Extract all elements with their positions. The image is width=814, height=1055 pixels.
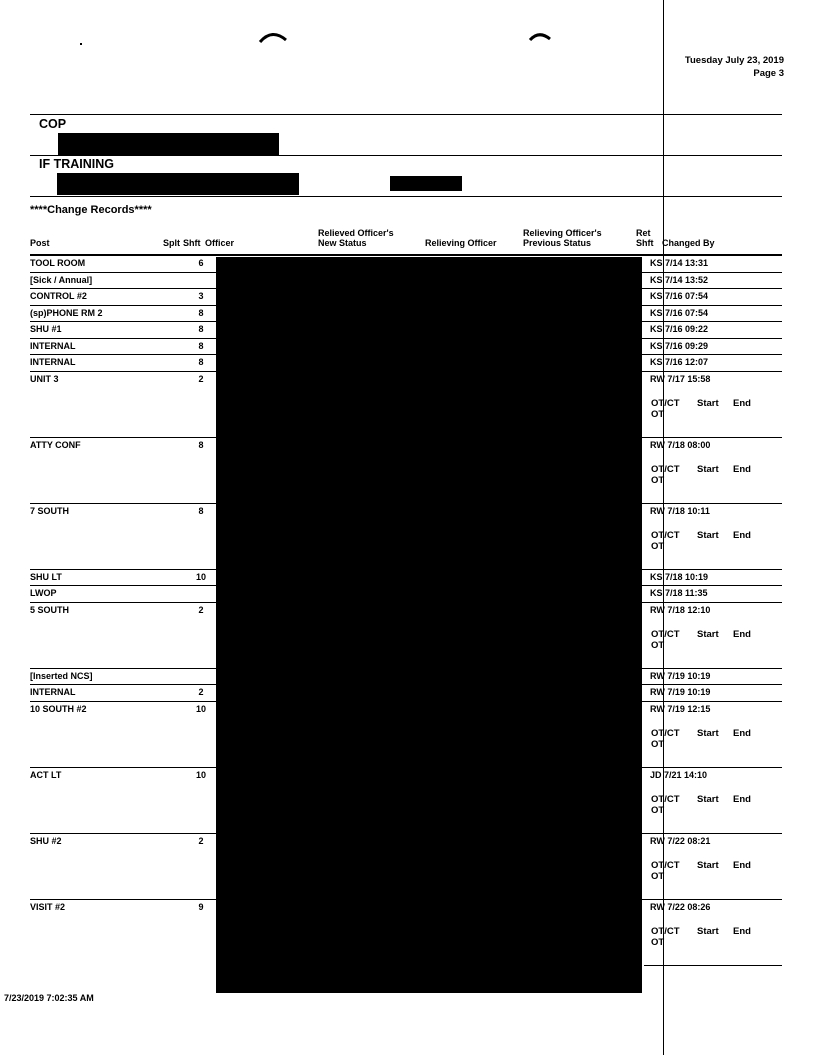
row-changed-by: RW 7/18 08:00 (650, 439, 711, 450)
row-post: ATTY CONF (30, 439, 81, 450)
scan-mark-left (258, 30, 288, 44)
row-shft: 6 (198, 258, 204, 268)
ot-start-label: Start (697, 727, 719, 739)
ot-label: OT (651, 804, 665, 816)
ot-ct-label: OT/CT (651, 628, 680, 640)
row-changed-by: KS 7/16 07:54 (650, 291, 709, 301)
page-number: Page 3 (753, 68, 784, 79)
row-changed-by: RW 7/22 08:21 (650, 835, 711, 846)
divider (30, 196, 782, 197)
col-ret-shft: Ret Shft (636, 228, 654, 248)
row-shft: 2 (198, 604, 204, 615)
row-changed-by: RW 7/22 08:26 (650, 901, 711, 912)
row-shft: 10 (196, 571, 207, 582)
scan-mark-right (528, 30, 552, 44)
ot-start-label: Start (697, 793, 719, 805)
row-post: UNIT 3 (30, 373, 59, 384)
printed-timestamp: 7/23/2019 7:02:35 AM (4, 993, 94, 1003)
divider (30, 155, 782, 156)
overtime-block (651, 794, 751, 816)
report-date: Tuesday July 23, 2019 (684, 55, 784, 66)
row-post: INTERNAL (30, 687, 76, 697)
report-header (685, 54, 784, 80)
section-if-training: IF TRAINING (39, 157, 114, 171)
row-shft: 8 (198, 307, 204, 318)
ot-label: OT (651, 738, 665, 750)
col-shft: Shft (183, 238, 201, 248)
section-cop: COP (39, 117, 67, 131)
row-changed-by: RW 7/19 10:19 (650, 670, 711, 681)
divider (30, 114, 782, 115)
ot-start-label: Start (697, 463, 719, 475)
row-changed-by: KS 7/16 09:29 (650, 340, 709, 351)
row-post: [Sick / Annual] (30, 274, 93, 285)
row-changed-by: KS 7/16 09:22 (650, 324, 709, 334)
row-shft: 8 (198, 324, 204, 334)
row-divider (644, 965, 782, 966)
row-post: TOOL ROOM (30, 258, 86, 268)
scan-dot (80, 43, 82, 45)
overtime-block (651, 926, 751, 948)
row-changed-by: JD 7/21 14:10 (650, 769, 708, 780)
overtime-block (651, 398, 751, 420)
row-shft: 8 (198, 340, 204, 351)
row-changed-by: KS 7/18 11:35 (650, 588, 708, 598)
ot-ct-label: OT/CT (651, 529, 680, 541)
ot-label: OT (651, 408, 665, 420)
ot-ct-label: OT/CT (651, 793, 680, 805)
ot-start-label: Start (697, 628, 719, 640)
row-post: INTERNAL (30, 340, 76, 351)
row-shft: 2 (198, 687, 204, 697)
row-changed-by: RW 7/18 12:10 (650, 604, 711, 615)
row-changed-by: KS 7/16 07:54 (650, 307, 709, 318)
ot-label: OT (651, 540, 665, 552)
ot-end-label: End (733, 727, 751, 739)
row-changed-by: KS 7/14 13:31 (650, 258, 709, 268)
redaction-block (58, 133, 279, 155)
change-records-title: ****Change Records**** (30, 204, 152, 216)
ot-end-label: End (733, 793, 751, 805)
col-officer: Officer (205, 238, 235, 248)
row-post: VISIT #2 (30, 901, 66, 912)
row-shft: 8 (198, 439, 204, 450)
row-shft: 8 (198, 505, 204, 516)
row-post: 10 SOUTH #2 (30, 703, 87, 714)
ot-ct-label: OT/CT (651, 463, 680, 475)
row-changed-by: KS 7/14 13:52 (650, 274, 709, 285)
row-changed-by: KS 7/16 12:07 (650, 357, 709, 367)
row-shft: 3 (198, 291, 204, 301)
ot-label: OT (651, 870, 665, 882)
col-relieving-officer: Relieving Officer (425, 238, 497, 248)
ot-end-label: End (733, 529, 751, 541)
redaction-block-officers (216, 257, 642, 993)
ot-ct-label: OT/CT (651, 727, 680, 739)
row-post: LWOP (30, 588, 57, 598)
row-post: CONTROL #2 (30, 291, 87, 301)
ot-start-label: Start (697, 859, 719, 871)
ot-start-label: Start (697, 529, 719, 541)
ot-end-label: End (733, 397, 751, 409)
col-splt: Splt (163, 238, 180, 248)
ot-end-label: End (733, 628, 751, 640)
col-changed-by: Changed By (662, 238, 715, 248)
row-changed-by: RW 7/17 15:58 (650, 373, 711, 384)
redaction-block (390, 176, 462, 191)
overtime-block (651, 728, 751, 750)
row-shft: 8 (198, 357, 204, 367)
row-post: (sp)PHONE RM 2 (30, 307, 103, 318)
ot-ct-label: OT/CT (651, 397, 680, 409)
row-shft: 10 (196, 703, 207, 714)
row-post: 5 SOUTH (30, 604, 70, 615)
row-post: ACT LT (30, 769, 62, 780)
row-shft: 2 (198, 373, 204, 384)
col-relieving-prev-status: Relieving Officer's Previous Status (523, 228, 602, 248)
overtime-block (651, 860, 751, 882)
redaction-block (57, 173, 299, 195)
ot-label: OT (651, 474, 665, 486)
ot-start-label: Start (697, 925, 719, 937)
ot-start-label: Start (697, 397, 719, 409)
ot-ct-label: OT/CT (651, 925, 680, 937)
ot-ct-label: OT/CT (651, 859, 680, 871)
ot-end-label: End (733, 859, 751, 871)
ot-label: OT (651, 936, 665, 948)
row-post: SHU #2 (30, 835, 62, 846)
row-post: [Inserted NCS] (30, 670, 93, 681)
col-relieved-status: Relieved Officer's New Status (318, 228, 394, 248)
ot-end-label: End (733, 925, 751, 937)
col-post: Post (30, 238, 50, 248)
ot-label: OT (651, 639, 665, 651)
overtime-block (651, 464, 751, 486)
row-changed-by: RW 7/19 12:15 (650, 703, 711, 714)
row-changed-by: RW 7/18 10:11 (650, 505, 710, 516)
ot-end-label: End (733, 463, 751, 475)
overtime-block (651, 629, 751, 651)
row-shft: 10 (196, 769, 207, 780)
row-shft: 9 (198, 901, 204, 912)
row-changed-by: KS 7/18 10:19 (650, 571, 709, 582)
row-post: INTERNAL (30, 357, 76, 367)
row-post: 7 SOUTH (30, 505, 70, 516)
row-shft: 2 (198, 835, 204, 846)
row-post: SHU LT (30, 571, 62, 582)
overtime-block (651, 530, 751, 552)
row-post: SHU #1 (30, 324, 62, 334)
row-changed-by: RW 7/19 10:19 (650, 687, 711, 697)
